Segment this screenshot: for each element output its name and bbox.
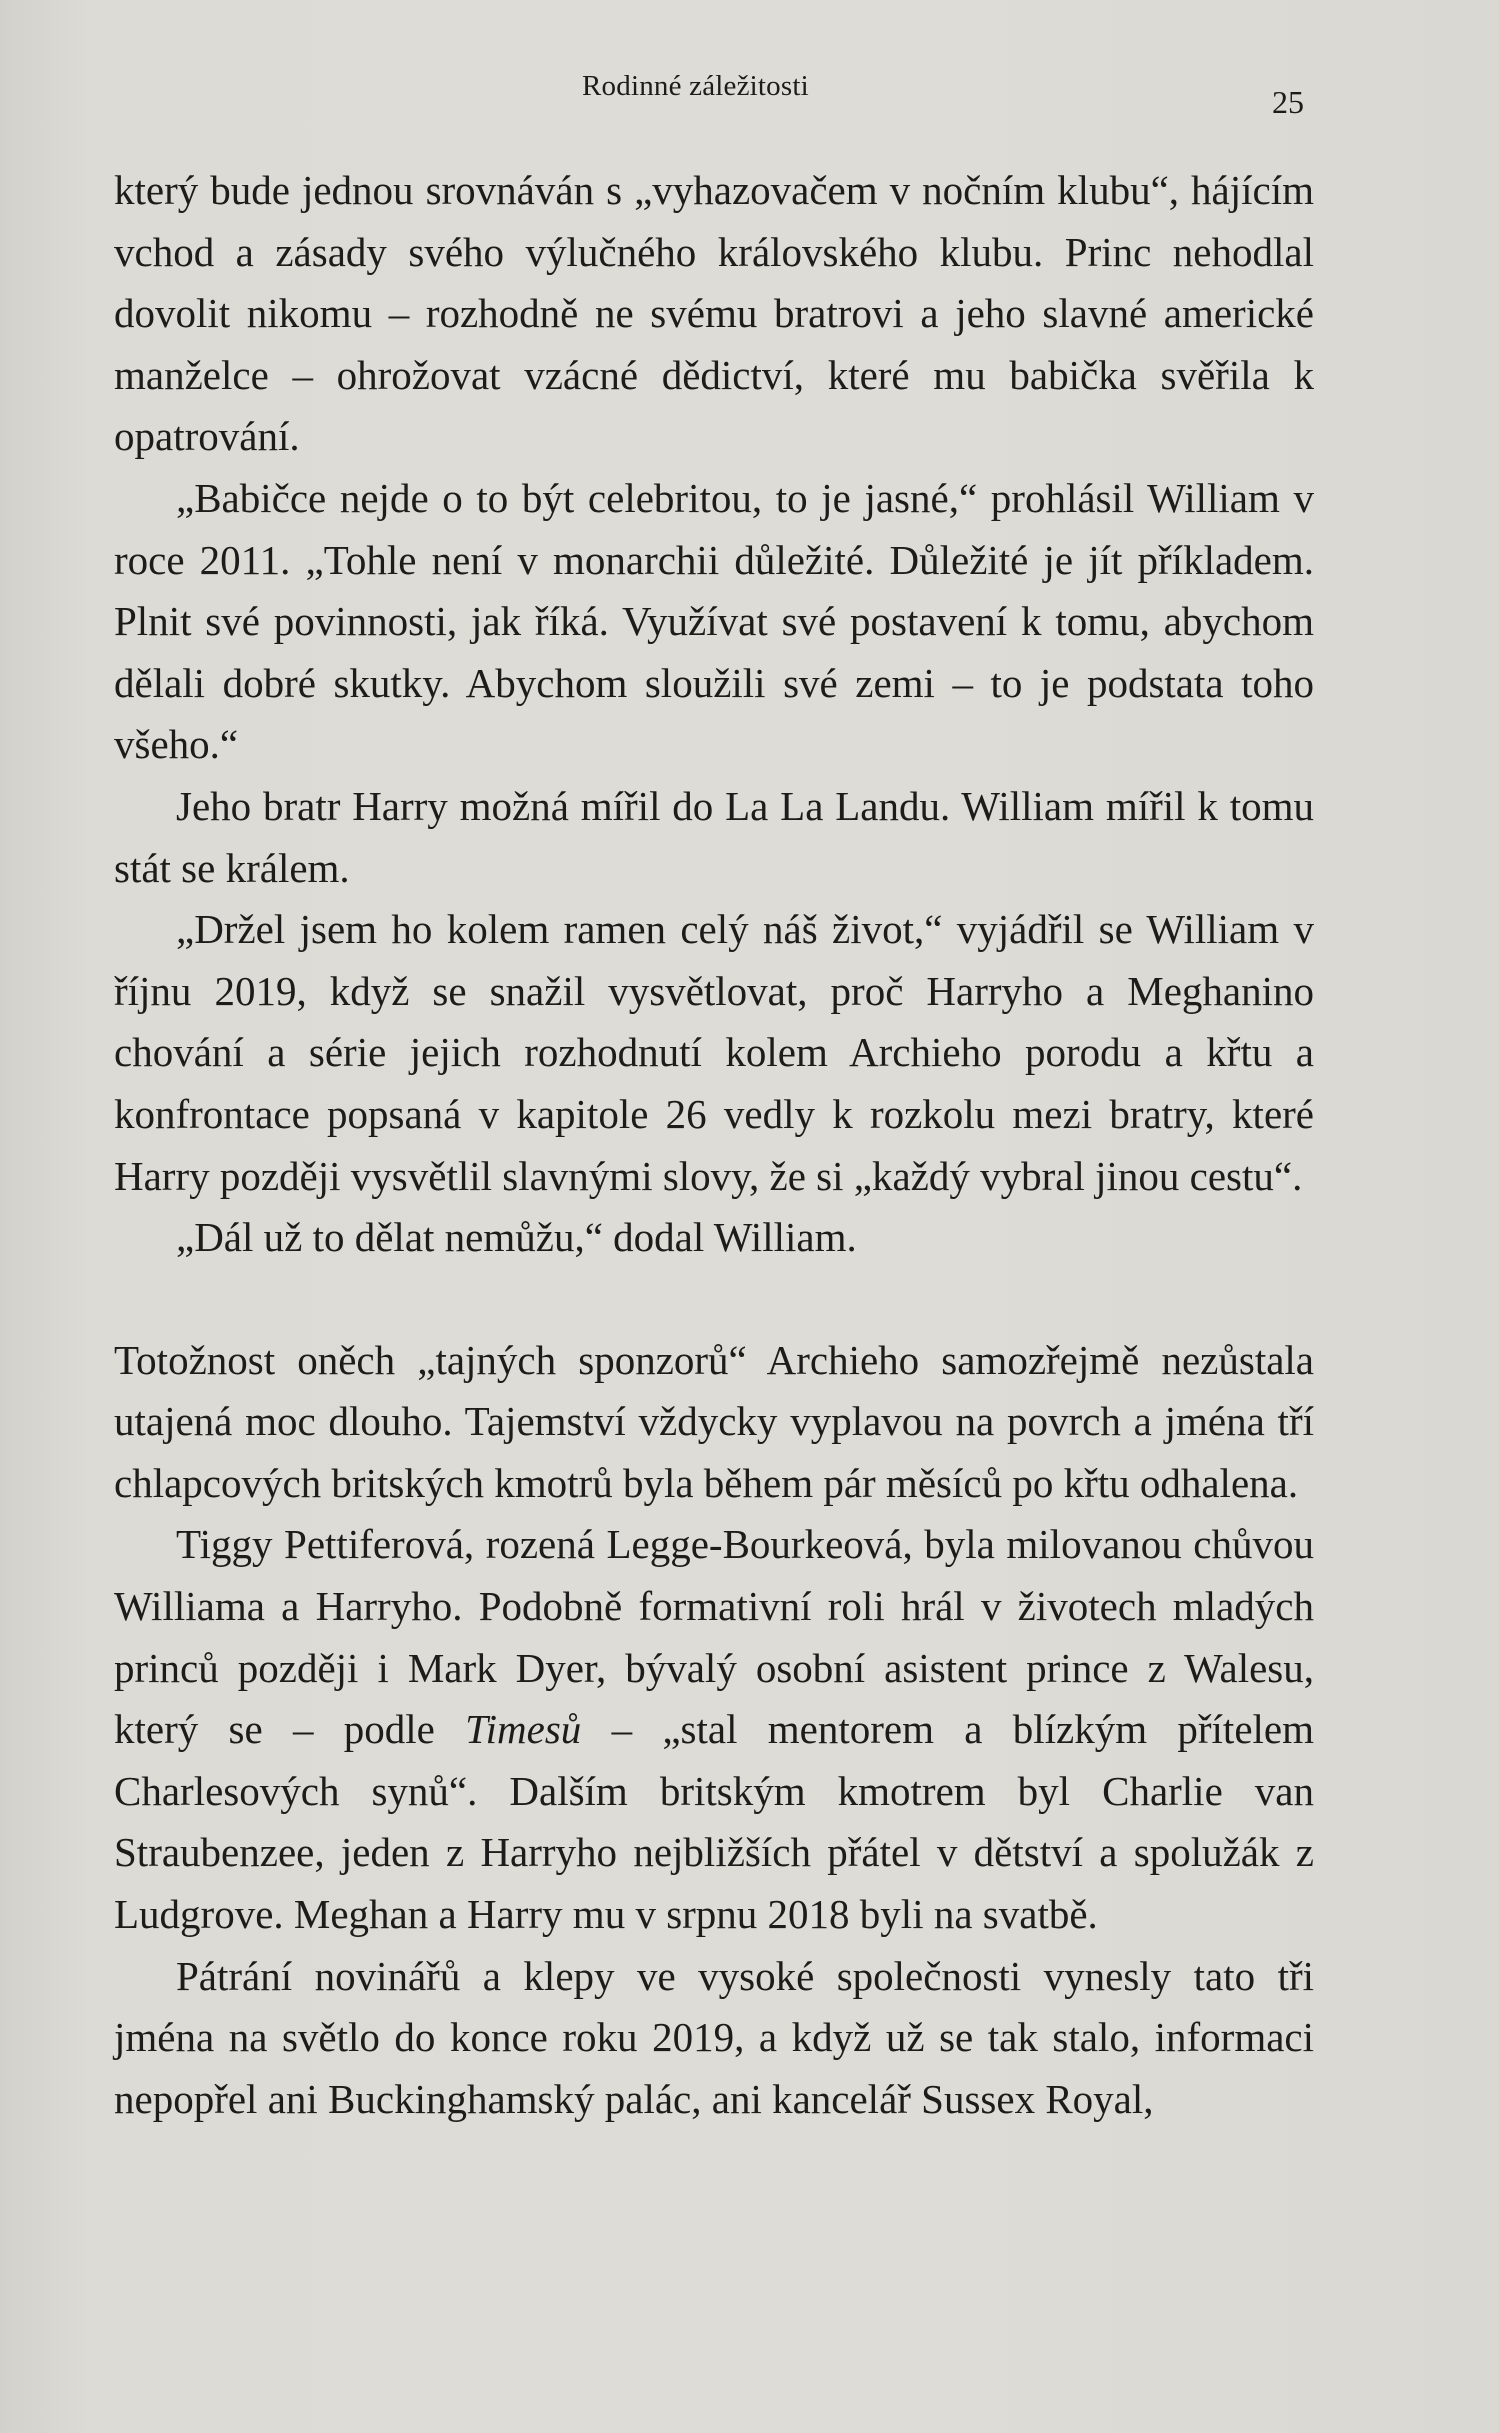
paragraph: Pátrání novinářů a klepy ve vysoké společnosti vynesly tato tři jména na světlo do konce roku 2019, a když už se tak stalo, informaci nepopřel ani Buckinghamský palác, ani kancelář Sussex Royal, (114, 1952, 1314, 2122)
paragraph-rest: – „stal mentorem a blízkým přítelem Charlesových synů“. Dalším britským kmotrem byl Charlie van Straubenzee, jeden z Harryho nejbližších přátel v dětství a spolužák z Ludgrove. Meghan a Harry mu v srpnu 2018 byli na svatbě. (114, 1706, 1314, 1938)
running-title: Rodinné záležitosti (582, 70, 809, 102)
paragraph: „Držel jsem ho kolem ramen celý náš život,“ vyjádřil se William v říjnu 2019, když se snažil vysvětlovat, proč Harryho a Meghanino chování a série jejich rozhodnutí kolem Archieho porodu a křtu a konfrontace popsaná v kapitole 26 vedly k rozkolu mezi bratry, které Harry později vysvětlil slavnými slovy, že si „každý vybral jinou cestu“. (114, 906, 1314, 1199)
paragraph: „Dál už to dělat nemůžu,“ dodal William. (176, 1214, 857, 1261)
paragraph: Totožnost oněch „tajných sponzorů“ Archieho samozřejmě nezůstala utajená moc dlouho. Tajemství vždycky vyplavou na povrch a jména tří chlapcových britských kmotrů byla během pár měsíců po křtu odhalena. (114, 1336, 1314, 1506)
italic-title: Timesů (465, 1706, 582, 1753)
page-number: 25 (1272, 84, 1304, 120)
paragraph-start: Tiggy Pettiferová, rozená Legge-Bourkeová, byla milovanou chůvou Williama a Harryho. Podobně formativní roli hrál v životech mladých princů později i Mark Dyer, bývalý osobní asistent prince z Walesu, který se – podle (114, 1521, 1314, 1753)
body-text (114, 160, 1314, 2130)
paragraph: „Babičce nejde o to být celebritou, to je jasné,“ prohlásil William v roce 2011. „Tohle není v monarchii důležité. Důležité je jít příkladem. Plnit své povinnosti, jak říká. Využívat své postavení k tomu, abychom dělali dobré skutky. Abychom sloužili své zemi – to je podstata toho všeho.“ (114, 474, 1314, 768)
paragraph: Jeho bratr Harry možná mířil do La La Landu. William mířil k tomu stát se králem. (114, 782, 1314, 891)
section-break (114, 1269, 1314, 1330)
paragraph: který bude jednou srovnáván s „vyhazovačem v nočním klubu“, hájícím vchod a zásady svého výlučného královského klubu. Princ nehodlal dovolit nikomu – rozhodně ne svému bratrovi a jeho slavné americké manželce – ohrožovat vzácné dědictví, které mu babička svěřila k opatrování. (114, 167, 1314, 460)
paragraph (114, 1514, 1314, 1945)
